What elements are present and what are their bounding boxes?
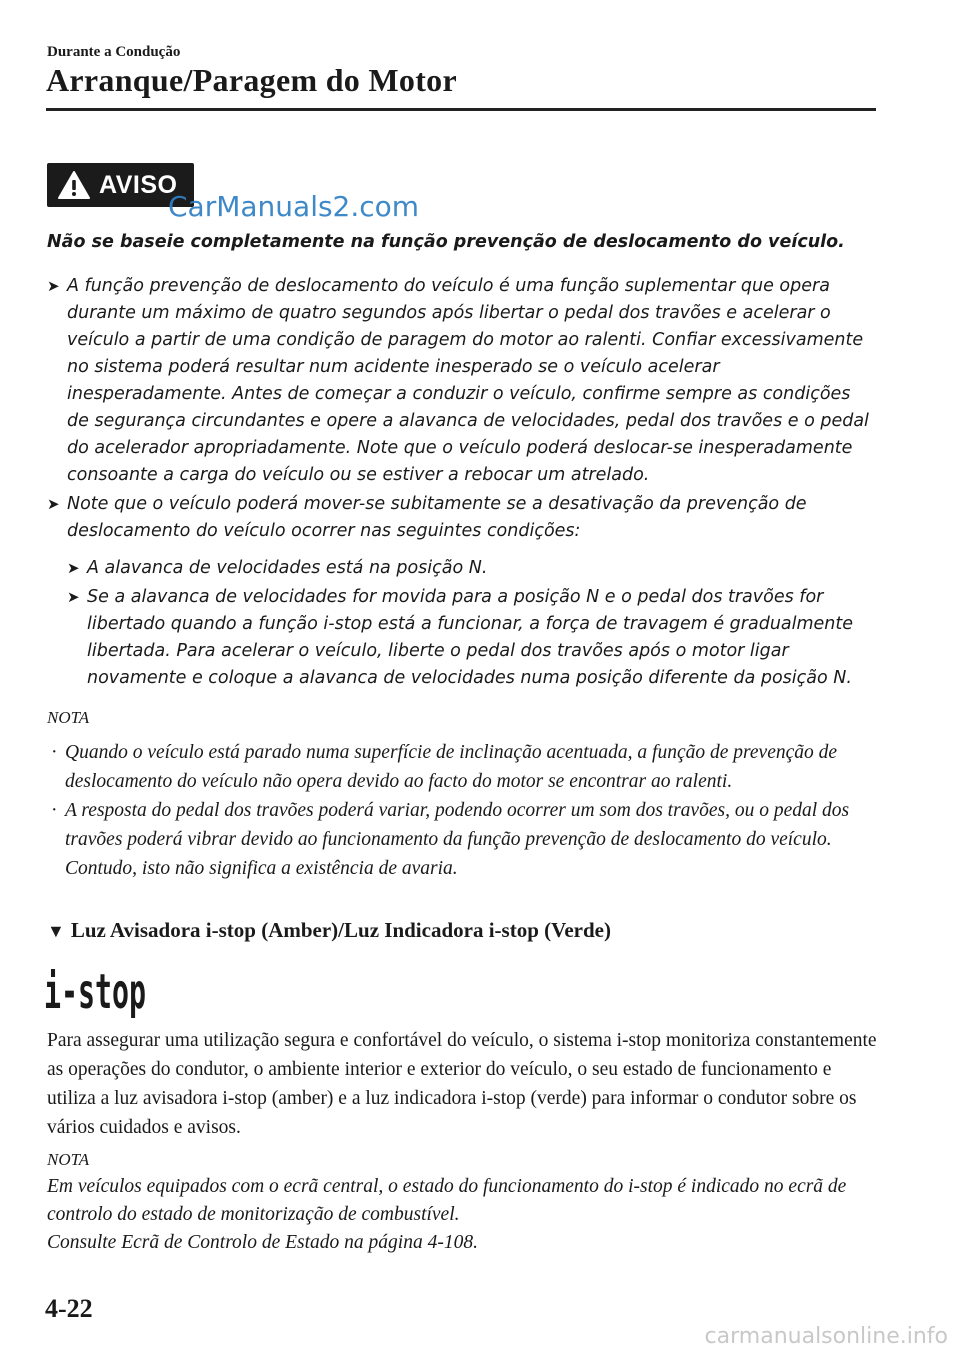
down-triangle-icon: ▼ <box>47 921 65 941</box>
istop-logo-text: i-stop <box>44 964 146 1020</box>
nota-item <box>47 796 877 883</box>
subsection-heading-text: Luz Avisadora i-stop (Amber)/Luz Indicadora i-stop (Verde) <box>70 918 611 942</box>
warning-sub-list <box>67 555 877 692</box>
nota-2-reference: Consulte Ecrã de Controlo de Estado na página 4-108. <box>47 1232 478 1253</box>
subsection-heading <box>47 918 611 943</box>
warning-badge-label: AVISO <box>99 170 178 199</box>
page-title: Arranque/Paragem do Motor <box>46 62 457 98</box>
warning-bullet <box>47 273 877 489</box>
body-paragraph: Para assegurar uma utilização segura e confortável do veículo, o sistema i-stop monitoriza constantemente as operações do condutor, o ambiente interior e exterior do veículo, o seu estado de funcionamento e utiliza a luz avisadora i-stop (amber) e a luz indicadora i-stop (verde) para informar o condutor sobre os vários cuidados e avisos. <box>47 1030 877 1138</box>
nota-label-2: NOTA <box>47 1150 90 1169</box>
footer-site-watermark: carmanualsonline.info <box>704 1324 948 1349</box>
arrow-bullet-icon: ➤ <box>67 559 80 577</box>
warning-bullet <box>47 491 877 545</box>
nota-item-text: A resposta do pedal dos travões poderá variar, podendo ocorrer um som dos travões, ou o pedal dos travões poderá vibrar devido ao funcionamento da função prevenção de deslocamento do veículo. Contudo, isto não significa a existência de avaria. <box>65 800 850 879</box>
nota-label: NOTA <box>47 708 90 727</box>
warning-bullet-text: A função prevenção de deslocamento do veículo é uma função suplementar que opera durante um máximo de quatro segundos após libertar o pedal dos travões e acelerar o veículo a partir de uma condição de paragem do motor ao ralenti. Confiar excessivamente no sistema poderá resultar num acidente inesperado se o veículo acelerar inesperadamente. Antes de começar a conduzir o veículo, confirme sempre as condições de segurança circundantes e opere a alavanca de velocidades, pedal dos travões e o pedal do acelerador apropriadamente. Note que o veículo poderá deslocar-se inesperadamente consoante a carga do veículo ou se estiver a rebocar um atrelado. <box>67 276 869 485</box>
bullet-dot-icon: · <box>51 742 58 763</box>
page-number: 4-22 <box>45 1294 93 1323</box>
warning-triangle-icon <box>57 170 91 200</box>
nota-item <box>47 738 877 796</box>
title-divider <box>46 108 876 111</box>
warning-sub-bullet <box>67 555 877 582</box>
watermark: CarManuals2.com <box>168 190 420 223</box>
warning-bullet-text: Note que o veículo poderá mover-se subitamente se a desativação da prevenção de deslocamento do veículo ocorrer nas seguintes condições: <box>67 494 807 541</box>
nota-2-line: Em veículos equipados com o ecrã central, o estado do funcionamento do i-stop é indicado no ecrã de controlo do estado de monitorização de combustível. <box>47 1176 847 1225</box>
arrow-bullet-icon: ➤ <box>47 277 60 295</box>
warning-heading: Não se baseie completamente na função prevenção de deslocamento do veículo. <box>47 232 845 252</box>
nota-2-block <box>47 1173 877 1257</box>
nota-item-text: Quando o veículo está parado numa superfície de inclinação acentuada, a função de prevenção de deslocamento do veículo não opera devido ao facto do motor se encontrar ao ralenti. <box>65 742 838 792</box>
warning-sub-bullet-text: Se a alavanca de velocidades for movida para a posição N e o pedal dos travões for libertado quando a função i-stop está a funcionar, a força de travagem é gradualmente libertada. Para acelerar o veículo, liberte o pedal dos travões após o motor ligar novamente e coloque a alavanca de velocidades numa posição diferente da posição N. <box>87 587 854 688</box>
section-label: Durante a Condução <box>47 44 181 60</box>
warning-sub-bullet <box>67 584 877 692</box>
arrow-bullet-icon: ➤ <box>67 588 80 606</box>
arrow-bullet-icon: ➤ <box>47 495 60 513</box>
bullet-dot-icon: · <box>51 800 58 821</box>
istop-logo-icon <box>44 964 148 1023</box>
warning-sub-bullet-text: A alavanca de velocidades está na posição N. <box>87 558 488 578</box>
warning-list <box>47 273 877 694</box>
nota-list <box>47 738 877 883</box>
